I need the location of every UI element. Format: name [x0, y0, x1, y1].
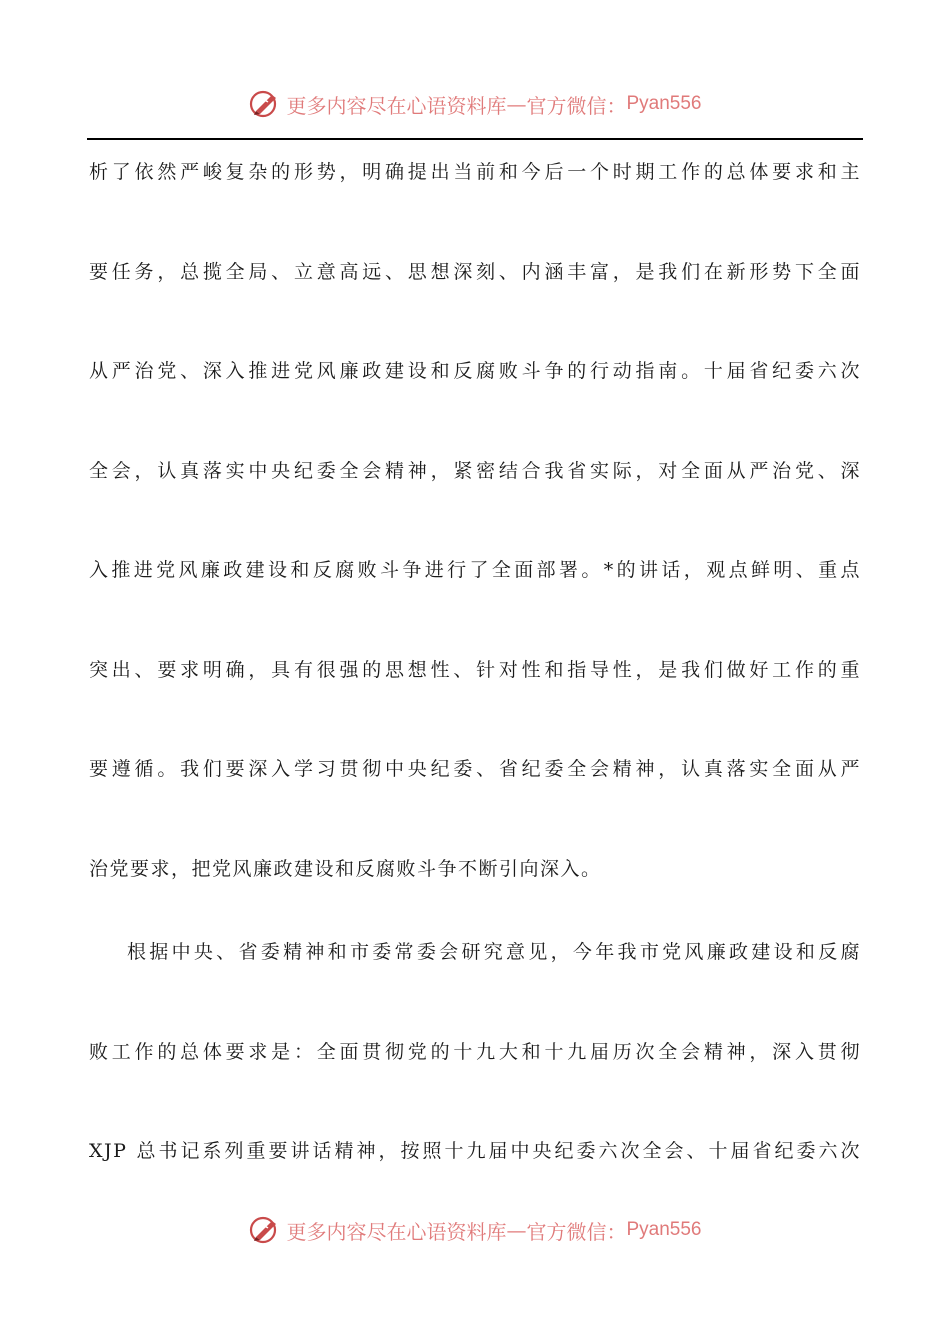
- text-line: 全会，认真落实中央纪委全会精神，紧密结合我省实际，对全面从严治党、深: [89, 460, 861, 482]
- header-site-text: 更多内容尽在心语资料库: [286, 93, 507, 118]
- header-dash: —: [506, 92, 527, 116]
- header-divider: [87, 138, 863, 140]
- text-line: 败工作的总体要求是：全面贯彻党的十九大和十九届历次全会精神，深入贯彻: [89, 1041, 861, 1063]
- text-line: 要遵循。我们要深入学习贯彻中央纪委、省纪委全会精神，认真落实全面从严: [89, 758, 861, 780]
- text-line: 析了依然严峻复杂的形势，明确提出当前和今后一个时期工作的总体要求和主: [89, 161, 861, 183]
- footer-dash: —: [506, 1218, 527, 1242]
- text-line: 治党要求，把党风廉政建设和反腐败斗争不断引向深入。: [89, 858, 602, 880]
- footer-banner: [0, 1210, 950, 1250]
- footer-official-text: 官方微信：: [526, 1219, 627, 1244]
- text-line: 要任务，总揽全局、立意高远、思想深刻、内涵丰富，是我们在新形势下全面: [89, 261, 861, 283]
- text-line: XJP 总书记系列重要讲话精神，按照十九届中央纪委六次全会、十届省纪委六次: [89, 1140, 861, 1162]
- footer-wechat-id: Pyan556: [626, 1219, 702, 1240]
- text-line: 入推进党风廉政建设和反腐败斗争进行了全面部署。*的讲话，观点鲜明、重点: [89, 559, 861, 581]
- text-line: 突出、要求明确，具有很强的思想性、针对性和指导性，是我们做好工作的重: [89, 659, 861, 681]
- text-line: 从严治党、深入推进党风廉政建设和反腐败斗争的行动指南。十届省纪委六次: [89, 360, 861, 382]
- pen-circle-logo-icon: [248, 87, 282, 121]
- text-line-paragraph-start: 根据中央、省委精神和市委常委会研究意见，今年我市党风廉政建设和反腐: [127, 941, 861, 963]
- header-wechat-id: Pyan556: [626, 93, 702, 114]
- header-official-text: 官方微信：: [526, 93, 627, 118]
- pen-circle-logo-icon: [248, 1213, 282, 1247]
- header-banner: [0, 84, 950, 124]
- footer-site-text: 更多内容尽在心语资料库: [286, 1219, 507, 1244]
